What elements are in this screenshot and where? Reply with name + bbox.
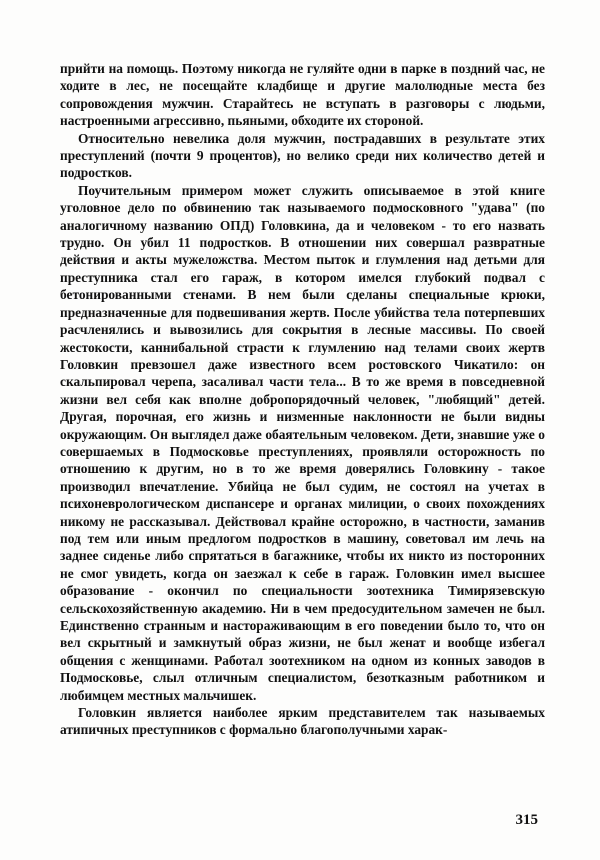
body-text xyxy=(60,60,545,739)
paragraph-2: Относительно невелика доля мужчин, пострадавших в результате этих преступлений (почти 9 процентов), но велико среди них количество детей и подростков. xyxy=(60,130,545,181)
paragraph-4: Головкин является наиболее ярким представителем так называемых атипичных преступников с формально благополучными харак- xyxy=(60,705,545,738)
paragraph-3: Поучительным примером может служить описываемое в этой книге уголовное дело по обвинению так называемого подмосковного "удава" (по аналогичному названию ОПД) Головкина, да и человеком - то его назвать трудно. Он убил 11 подростков. В отношении них совершал развратные действия и акты мужеложства. Местом пыток и глумления над детьми для преступника стал его гараж, в котором имелся глубокий подвал с бетонированными стенами. В нем были сделаны специальные крюки, предназначенные для подвешивания жертв. После убийства тела потерпевших расчленялись и вывозились для сокрытия в лесные массивы. По своей жестокости, каннибальной страсти к глумлению над телами своих жертв Головкин превзошел даже известного всем ростовского Чикатило: он скальпировал черепа, засаливал части тела... В то же время в повседневной жизни вел себя как вполне добропорядочный человек, "любящий" детей. Другая, порочная, его жизнь и низменные наклонности не были видны окружающим. Он выглядел даже обаятельным человеком. Дети, знавшие уже о совершаемых в Подмосковье преступлениях, проявляли осторожность по отношению к другим, но в то же время доверялись Головкину - такое производил впечатление. Убийца не был судим, не состоял на учетах в психоневрологическом диспансере и органах милиции, о своих похождениях никому не рассказывал. Действовал крайне осторожно, в частности, заманив под тем или иным предлогом подростков в машину, советовал им лечь на заднее сиденье либо спрятаться в багажнике, чтобы их никто из посторонних не смог увидеть, когда он заезжал к себе в гараж. Головкин имел высшее образование - окончил по специальности зоотехника Тимирязевскую сельскохозяйственную академию. Ни в чем предосудительном замечен не был. Единственно странным и настораживающим в его поведении было то, что он вел скрытный и замкнутый образ жизни, не был женат и вообще избегал общения с женщинами. Работал зоотехником на одном из конных заводов в Подмосковье, слыл отличным специалистом, безотказным работником и любимцем местных мальчишек. xyxy=(60,182,545,703)
page-number: 315 xyxy=(515,812,538,828)
paragraph-1: прийти на помощь. Поэтому никогда не гуляйте одни в парке в поздний час, не ходите в лес, не посещайте кладбище и другие малолюдные места без сопровождения мужчин. Старайтесь не вступать в разговоры с людьми, настроенными агрессивно, пьяными, обходите их стороной. xyxy=(60,61,545,129)
